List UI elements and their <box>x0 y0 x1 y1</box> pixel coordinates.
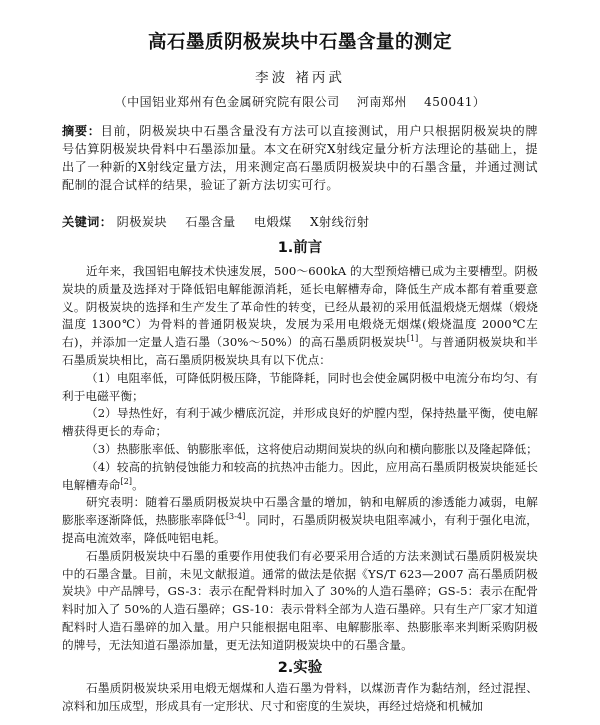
citation: [3-4] <box>225 512 246 522</box>
abstract <box>62 122 538 194</box>
paragraph: （3）热膨胀率低、钠膨胀率低，这将使启动期间炭块的纵向和横向膨胀以及隆起降低； <box>86 441 538 456</box>
affiliation: （中国铝业郑州有色金属研究院有限公司 河南郑州 450041） <box>114 95 486 109</box>
citation: [1] <box>406 334 419 344</box>
keyword-item: 阴极炭块 <box>116 215 167 229</box>
paper-title: 高石墨质阴极炭块中石墨含量的测定 <box>147 32 452 53</box>
section-title-introduction: 1.前言 <box>277 240 323 256</box>
keyword-item: 石墨含量 <box>185 215 236 229</box>
section-title-experiment: 2.实验 <box>277 660 323 676</box>
keyword-item: X射线衍射 <box>309 215 370 229</box>
keywords <box>62 213 538 231</box>
paragraph: 石墨质阴极炭块中石墨的重要作用使我们有必要采用合适的方法来测试石墨质阴极炭块中的石墨含量。目前，未见文献报道。通常的做法是依据《YS/T 623—2007 高石墨质阴极炭块》中产品牌号，GS-3：表示在配骨料时加入了 30%的人造石墨碎；GS-5：表示在配骨料时加入了 50%的人造石墨碎；GS-10：表示骨料全部为人造石墨碎。只有生产厂家才知道配料时人造石墨碎的加入量。用户只能根据电阻率、电解膨胀率、热膨胀率来判断采购阴极的牌号，无法知道石墨添加量，更无法知道阴极炭块中的石墨含量。 <box>62 548 538 652</box>
paragraph: （4）较高的抗钠侵蚀能力和较高的抗热冲击能力。因此，应用高石墨质阴极炭块能延长电解槽寿命[2]。 <box>62 459 538 492</box>
abstract-text: 目前，阴极炭块中石墨含量没有方法可以直接测试，用户只根据阴极炭块的牌号估算阴极炭块骨料中石墨添加量。本文在研究X射线定量分析方法理论的基础上，提出了一种新的X射线定量方法，用来测定高石墨质阴极炭块中的石墨含量，并通过测试配制的混合试样的结果，验证了新方法切实可行。 <box>62 124 538 192</box>
paragraph: 石墨质阴极炭块采用电煅无烟煤和人造石墨为骨料，以煤沥青作为黏结剂，经过混捏、凉料和加压成型，形成具有一定形状、尺寸和密度的生炭块，再经过焙烧和机械加 <box>62 681 538 713</box>
citation: [2] <box>120 476 133 486</box>
paragraph: （2）导热性好，有利于减少槽底沉淀，并形成良好的炉膛内型，保持热量平衡，使电解槽获得更长的寿命； <box>62 406 538 439</box>
paragraph: 近年来，我国铝电解技术快速发展，500～600kA 的大型预焙槽已成为主要槽型。阴极炭块的质量及选择对于降低铝电解能源消耗，延长电解槽寿命，降低生产成本都有着重要意义。阴极炭块的选择和生产发生了革命性的转变，已经从最初的采用低温煅烧无烟煤（煅烧温度 1300℃）为骨料的普通阴极炭块，发展为采用电煅烧无烟煤(煅烧温度 2000℃左右)，并添加一定量人造石墨（30%～50%）的高石墨质阴极炭块[1]。与普通阴极炭块和半石墨质炭块相比，高石墨质阴极炭块具有以下优点： <box>62 264 538 367</box>
paragraph: （1）电阻率低，可降低阴极压降，节能降耗，同时也会使金属阴极中电流分布均匀、有利于电磁平衡； <box>62 370 538 403</box>
abstract-label: 摘要： <box>62 124 101 138</box>
keyword-item: 电煅煤 <box>253 215 292 229</box>
keywords-label: 关键词： <box>62 215 113 229</box>
section-experiment-body <box>62 680 538 716</box>
paragraph: 研究表明：随着石墨质阴极炭块中石墨含量的增加，钠和电解质的渗透能力减弱，电解膨胀率逐渐降低，热膨胀率降低[3-4]。同时，石墨质阴极炭块电阻率减小，有利于强化电流，提高电流效率，降低吨铝电耗。 <box>62 495 538 545</box>
section-introduction-body <box>62 263 538 655</box>
authors: 李波 褚丙武 <box>255 70 345 86</box>
